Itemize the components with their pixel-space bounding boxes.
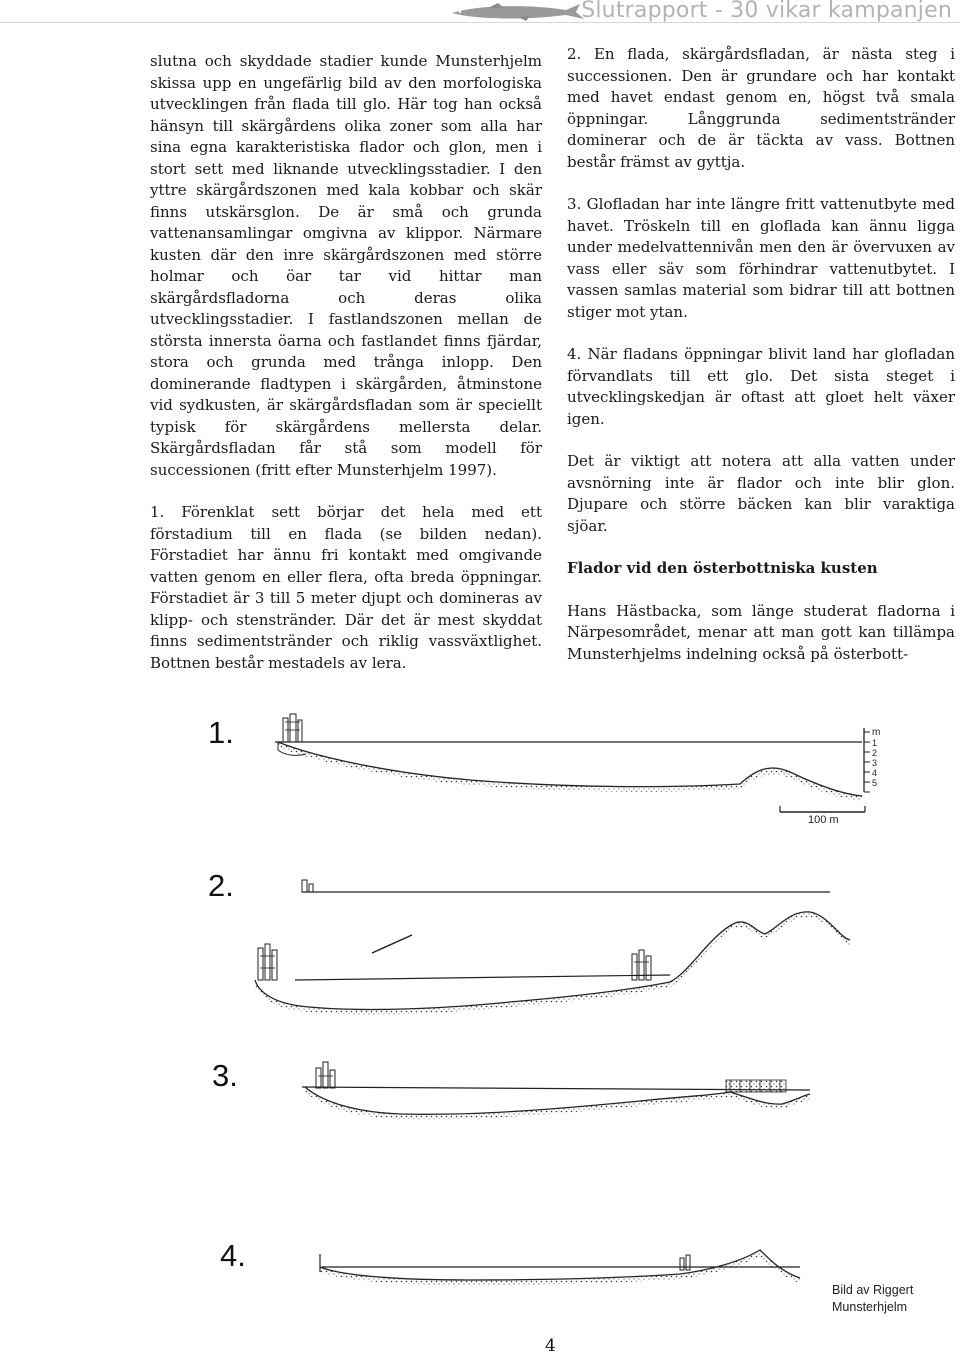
profile-stage-1: [275, 714, 862, 801]
stage-label-3: 3.: [212, 1058, 238, 1093]
profile-stage-3: [302, 1062, 810, 1119]
stage-label-1: 1.: [208, 715, 234, 750]
stage-1-paragraph: 1. Förenklat sett börjar det hela med ett förstadium till en flada (se bilden nedan). Förstadiet har ännu fri kontakt med omgivande vatten genom en eller flera, ofta breda öppningar. Förstadiet är 3 till 5 meter djupt och domineras av klipp- och stenstränder. Där det är mest skyddat finns sedimentstränder och riklig vassväxtlighet. Bottnen består mestadels av lera.: [150, 503, 542, 672]
credit-line-1: Bild av Riggert: [832, 1283, 914, 1297]
profile-stage-2: [255, 880, 850, 1014]
credit-line-2: Munsterhjelm: [832, 1300, 908, 1314]
fish-logo-icon: [448, 2, 588, 22]
stage-label-4: 4.: [220, 1238, 246, 1273]
section-subheading: Flador vid den österbottniska kusten: [567, 559, 878, 577]
right-text-column: [567, 44, 955, 665]
stage-4-paragraph: 4. När fladans öppningar blivit land har glofladan förvandlats till ett glo. Det sista steget i utvecklingskedjan är oftast att gloet helt växer igen.: [567, 345, 955, 428]
depth-2: 2: [872, 748, 878, 758]
depth-5: 5: [872, 778, 878, 788]
stage-label-2: 2.: [208, 868, 234, 903]
scale-bar-label: 100 m: [808, 814, 839, 826]
left-text-column: [150, 51, 542, 674]
depth-3: 3: [872, 758, 878, 768]
stage-2-paragraph: 2. En flada, skärgårdsfladan, är nästa steg i successionen. Den är grundare och har kontakt med havet endast genom en, högst två smala öppningar. Långgrunda sedimentstränder dominerar och de är täckta av vass. Bottnen består främst av gyttja.: [567, 45, 955, 171]
page-number: 4: [545, 1336, 556, 1356]
hastbacka-paragraph: Hans Hästbacka, som länge studerat fladorna i Närpesområdet, menar att man gott kan tillämpa Munsterhjelms indelning också på österbott-: [567, 601, 955, 663]
profiles-drawing: [150, 700, 950, 1340]
depth-4: 4: [872, 768, 878, 778]
depth-1: 1: [872, 738, 878, 748]
intro-paragraph: slutna och skyddade stadier kunde Munsterhjelm skissa upp en ungefärlig bild av den morfologiska utvecklingen från flada till glo. Här tog han också hänsyn till skärgårdens olika zoner som alla har sina egna karakteristiska flador och glon, men i stort sett med liknande utvecklingsstadier. I den yttre skärgårdszonen med kala kobbar och skär finns utskärsglon. De är små och grunda vattenansamlingar omgivna av klippor. Närmare kusten där den inre skärgårdszonen med större holmar och öar tar vid hittar man skärgårdsfladorna och deras olika utvecklingsstadier. I fastlandszonen mellan de största innersta öarna och fastlandet finns fjärdar, stora och grunda med trånga inlopp. Den dominerande fladtypen i skärgården, åtminstone vid sydkusten, är skärgårdsfladan som är speciellt typisk för skärgårdens mellersta delar. Skärgårdsfladan får stå som modell för successionen (fritt efter Munsterhjelm 1997).: [150, 52, 542, 479]
succession-figure: [150, 700, 950, 1340]
note-paragraph: Det är viktigt att notera att alla vatten under avsnörning inte är flador och inte blir glon. Djupare och större bäcken kan blir varaktiga sjöar.: [567, 452, 955, 535]
stage-3-paragraph: 3. Glofladan har inte längre fritt vattenutbyte med havet. Tröskeln till en gloflada kan ännu ligga under medelvattennivån men den är övervuxen av vass eller säv som förhindrar vattenutbytet. I vassen samlas material som bidrar till att bottnen stiger mot ytan.: [567, 195, 955, 321]
report-title: Slutrapport - 30 vikar kampanjen: [581, 0, 952, 23]
image-credit: [832, 1282, 942, 1316]
profile-stage-4: [320, 1250, 800, 1285]
depth-unit: m: [872, 727, 881, 738]
